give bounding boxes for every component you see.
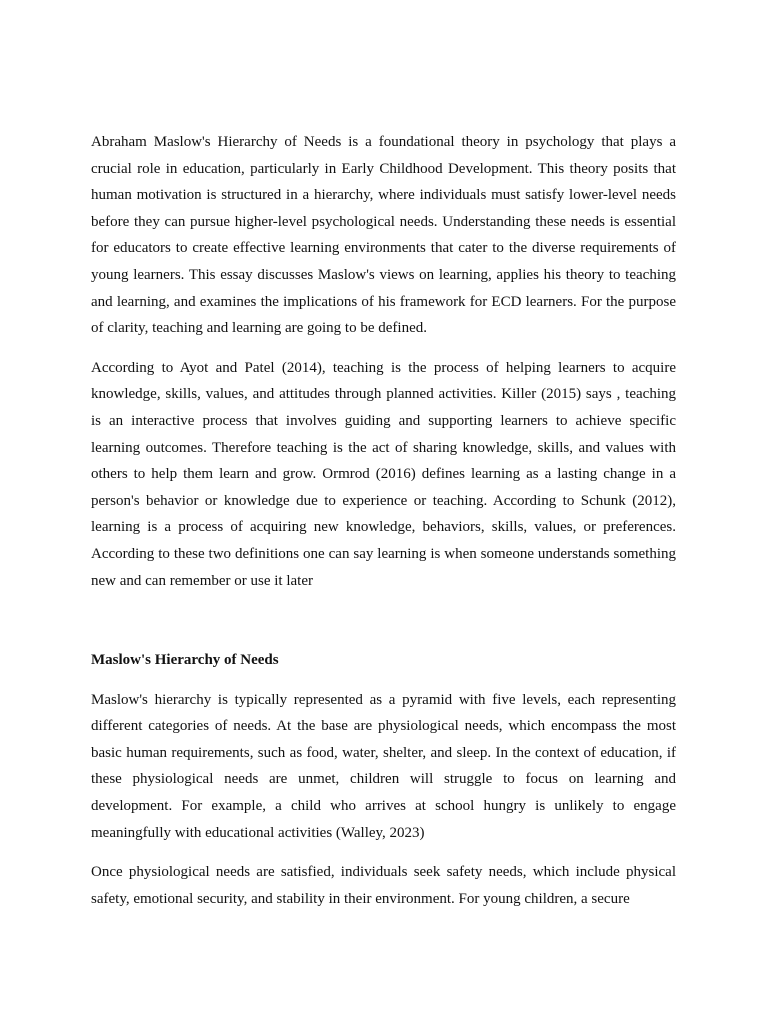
section-paragraph-2: Once physiological needs are satisfied, individuals seek safety needs, which include physical safety, emotional security, and stability in their environment. For young children, a secure [91, 864, 676, 907]
intro-paragraph-1: Abraham Maslow's Hierarchy of Needs is a foundational theory in psychology that plays a crucial role in education, particularly in Early Childhood Development. This theory posits that human motivation is structured in a hierarchy, where individuals must satisfy lower-level needs before they can pursue higher-level psychological needs. Understanding these needs is essential for educators to create effective learning environments that cater to the diverse requirements of young learners. This essay discusses Maslow's views on learning, applies his theory to teaching and learning, and examines the implications of his framework for ECD learners. For the purpose of clarity, teaching and learning are going to be defined. [91, 134, 676, 337]
section-paragraph-1: Maslow's hierarchy is typically represented as a pyramid with five levels, each representing different categories of needs. At the base are physiological needs, which encompass the most basic human requirements, such as food, water, shelter, and sleep. In the context of education, if these physiological needs are unmet, children will struggle to focus on learning and development. For example, a child who arrives at school hungry is unlikely to engage meaningfully with educational activities (Walley, 2023) [91, 691, 676, 841]
document-body [91, 129, 676, 925]
section-heading: Maslow's Hierarchy of Needs [91, 652, 279, 669]
intro-paragraph-2: According to Ayot and Patel (2014), teaching is the process of helping learners to acquire knowledge, skills, values, and attitudes through planned activities. Killer (2015) says , teaching is an interactive process that involves guiding and supporting learners to achieve specific learning outcomes. Therefore teaching is the act of sharing knowledge, skills, and values with others to help them learn and grow. Ormrod (2016) defines learning as a lasting change in a person's behavior or knowledge due to experience or teaching. According to Schunk (2012), learning is a process of acquiring new knowledge, behaviors, skills, values, or preferences. According to these two definitions one can say learning is when someone understands something new and can remember or use it later [91, 359, 676, 589]
